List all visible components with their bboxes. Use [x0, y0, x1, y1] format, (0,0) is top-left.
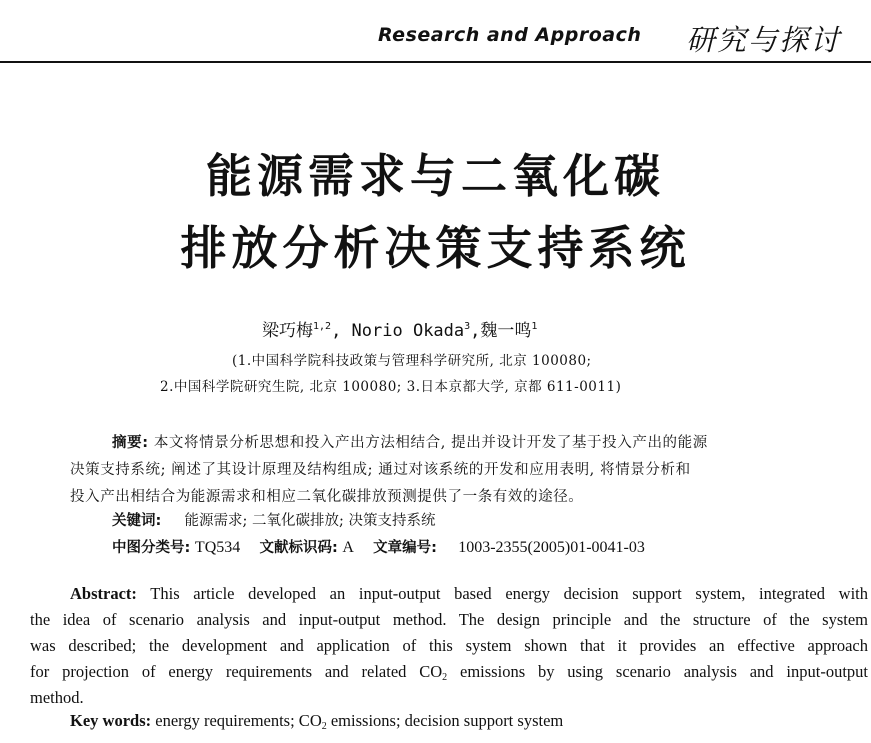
author-name: 梁巧梅	[262, 321, 313, 341]
abstract-en-text: This article developed an input-output based energy decision support system, integrated with	[150, 584, 869, 603]
abstract-cn	[70, 430, 832, 511]
keywords-cn-value: 能源需求; 二氧化碳排放; 决策支持系统	[184, 513, 436, 529]
doc-code-value: A	[342, 539, 354, 556]
header-rule	[0, 61, 871, 63]
abstract-cn-label: 摘要:	[112, 435, 149, 451]
keywords-en-value: energy requirements; $CO_2$ emissions; decision support system	[155, 711, 564, 732]
article-no-label: 文章编号:	[373, 540, 437, 556]
doc-code-label: 文献标识码:	[259, 540, 338, 556]
abstract-cn-text: 本文将情景分析思想和投入产出方法相结合, 提出并设计开发了基于投入产出的能源	[153, 435, 708, 451]
abstract-en-text: method.	[30, 688, 84, 707]
keywords-en	[70, 711, 563, 732]
author-name: 魏一鸣	[480, 321, 532, 341]
affiliation-line-1: (1.中国科学院科技政策与管理科学研究所, 北京 100080;	[232, 353, 592, 369]
author-affil-mark: 1	[531, 321, 538, 332]
paper-title-line-2: 排放分析决策支持系统	[180, 221, 691, 275]
keywords-en-label: Key words:	[70, 711, 152, 730]
abstract-en	[30, 581, 868, 711]
abstract-en-text: was described; the development and application of this system shown that it provides an effective approach	[30, 636, 868, 655]
clc-value: TQ534	[194, 539, 241, 556]
keywords-cn-label: 关键词:	[112, 513, 162, 529]
running-header	[0, 0, 871, 64]
section-title-cn: 研究与探讨	[686, 23, 842, 57]
abstract-en-text: the idea of scenario analysis and input-output method. The design principle and the structure of the system	[30, 610, 868, 629]
abstract-en-text: for projection of energy requirements and related $CO_2$ emissions by using scenario analysis and input-output	[30, 662, 868, 683]
classification-row	[112, 536, 645, 557]
clc-label: 中图分类号:	[112, 540, 191, 556]
author-name: Norio Okada	[351, 321, 465, 341]
paper-title-line-1: 能源需求与二氧化碳	[206, 149, 665, 203]
section-title-en: Research and Approach	[378, 24, 642, 46]
abstract-cn-text: 决策支持系统; 阐述了其设计原理及结构组成; 通过对该系统的开发和应用表明, 将情景分析和	[70, 462, 691, 478]
author-affil-mark: 3	[464, 321, 471, 332]
author-list: 梁巧梅$^{1,2}$, Norio Okada$^3$,魏一鸣$^1$	[262, 321, 538, 341]
abstract-en-label: Abstract:	[70, 584, 137, 603]
affiliation-line-2: 2.中国科学院研究生院, 北京 100080; 3.日本京都大学, 京都 611-0011)	[160, 379, 622, 395]
abstract-cn-text: 投入产出相结合为能源需求和相应二氧化碳排放预测提供了一条有效的途径。	[70, 489, 584, 505]
article-no-value: 1003-2355(2005)01-0041-03	[458, 539, 645, 556]
keywords-cn	[112, 509, 436, 530]
author-affil-mark: 1,2	[313, 321, 332, 332]
